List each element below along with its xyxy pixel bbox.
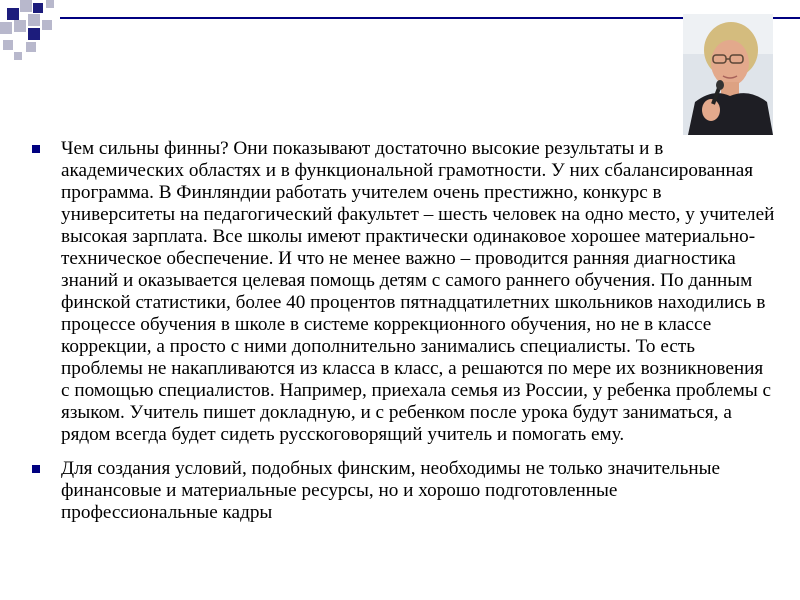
- bullet-text: Для создания условий, подобных финским, необходимы не только значительные финансовые и материальные ресурсы, но и хорошо подготовленные профессиональные кадры: [61, 458, 721, 523]
- deco-square: [14, 52, 22, 60]
- deco-square: [26, 42, 36, 52]
- deco-square: [0, 22, 12, 34]
- speaker-photo: [683, 14, 773, 135]
- bullet-item: [30, 458, 775, 524]
- deco-square: [28, 14, 40, 26]
- deco-square: [7, 8, 19, 20]
- deco-square: [46, 0, 54, 8]
- deco-square: [42, 20, 52, 30]
- bullet-item: [30, 138, 775, 446]
- deco-square: [14, 20, 26, 32]
- deco-square: [33, 3, 43, 13]
- bullet-text: Чем сильны финны? Они показывают достаточно высокие результаты и в академических областях и в функциональной грамотности. У них сбалансированная программа. В Финляндии работать учителем очень престижно, конкурс в университеты на педагогический факультет – шесть человек на одно место, у учителей высокая зарплата. Все школы имеют практически одинаковое хорошее материально-техническое обеспечение. И что не менее важно – проводится ранняя диагностика знаний и оказывается целевая помощь детям с самого раннего обучения. По данным финской статистики, более 40 процентов пятнадцатилетних школьников находились в процессе обучения в школе в системе коррекционного обучения, но не в классе коррекции, а просто с ними дополнительно занимались специалисты. То есть проблемы не накапливаются из класса в класс, а решаются по мере их возникновения с помощью специалистов. Например, приехала семья из России, у ребенка проблемы с языком. Учитель пишет докладную, и с ребенком после урока будут заниматься, а рядом всегда будет сидеть русскоговорящий учитель и помогать ему.: [61, 138, 775, 445]
- square-bullet-icon: [32, 145, 40, 153]
- deco-square: [20, 0, 32, 12]
- decorative-header-pattern: [0, 0, 800, 60]
- bullet-list: [30, 138, 775, 524]
- square-bullet-icon: [32, 465, 40, 473]
- deco-square: [28, 28, 40, 40]
- deco-square: [3, 40, 13, 50]
